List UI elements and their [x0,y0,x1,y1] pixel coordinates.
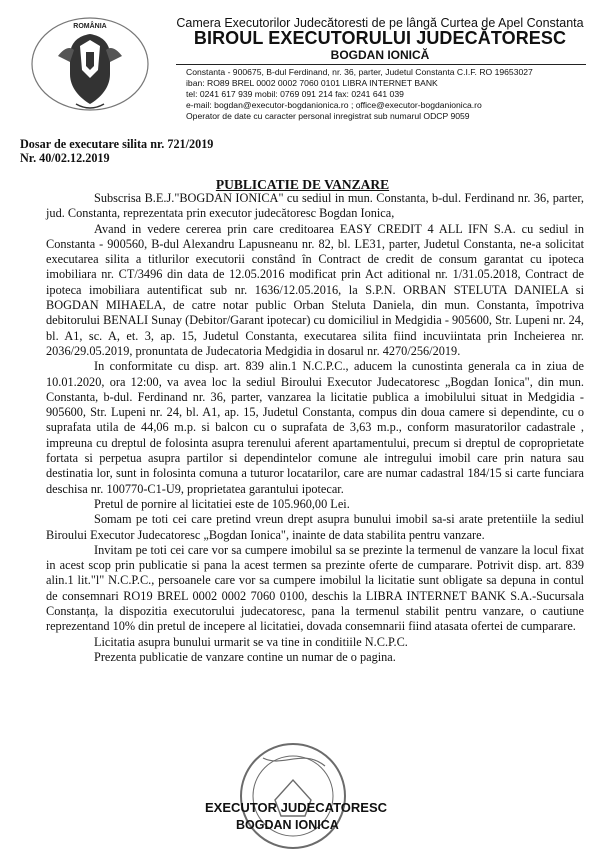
contact-iban: iban: RO89 BREL 0002 0002 7060 0101 LIBRA INTERNET BANK [186,78,438,88]
chamber-line: Camera Executorilor Judecătoresti de pe lângă Curtea de Apel Constanta [176,16,584,30]
paragraph-auction: In conformitate cu disp. art. 839 alin.1 N.C.P.C., aducem la cunostinta generala ca in ziua de 10.01.2020, ora 12:00, va avea loc la sediul Biroului Executor Judecatoresc „Bogdan Ionica", din mun. Constanta, b-dul. Ferdinand nr. 36, parter, vanzarea la licitatie publica a imobilului situat in Medgidia - 905600, Str. Lupeni nr. 24, bl. A1, ap. 15, Judetul Constanta, compus din doua camere si dependinte, cu o suprafata utila de 44,06 m.p. si balcon cu o suprafata de 3,63 m.p., conform masuratorilor cadastrale , impreuna cu dreptul de folosinta asupra terenului aferent apartamentului, precum si dreptul de coproprietate fortata si perpetua asupra partilor si dependintelor comune ale intregului imobil care prin natura sau destinatia lor, sunt in folosinta comuna a tuturor locatarilor, care are numar cadastral 184/15 si carte funciara deschisa nr. 100770-C1-U9, proprietatea garantului ipotecar. [46,359,584,496]
contact-address: Constanta - 900675, B-dul Ferdinand, nr. 36, parter, Judetul Constanta C.I.F. RO 19653027 [186,67,533,77]
office-title: BIROUL EXECUTORULUI JUDECĂTORESC [193,28,567,48]
header-divider [176,64,586,65]
document-body [46,191,584,665]
case-number: Dosar de executare silita nr. 721/2019 [20,137,214,151]
signature-title: EXECUTOR JUDECATORESC [205,800,388,815]
contact-email: e-mail: bogdan@executor-bogdanionica.ro ; office@executor-bogdanionica.ro [186,100,482,110]
paragraph-creditor: Avand in vedere cererea prin care creditoarea EASY CREDIT 4 ALL IFN S.A. cu sediul in Constanta - 900560, B-dul Alexandru Lapusneanu nr. 82, bl. LE31, parter, Judetul Constanta, ne-a solicitat executarea silita a titlurilor executorii constând în Contract de credit de consum garantat cu ipoteca imobiliara nr. CT/3496 din data de 12.05.2016 modificat prin Act aditional nr. 1/31.05.2018, Contract de ipoteca imobiliara autentificat sub nr. 1636/12.05.2016, la S.P.N. ORBAN STELUTA DANIELA si BOGDAN MIHAELA, de catre notar public Orban Steluta Daniela, din mun. Constanta, împotriva debitorului BENALI Sunay (Debitor/Garant ipotecar) cu domiciliul in Medgidia - 905600, Str. Lupeni nr. 24, bl. A1, sc. A, et. 3, ap. 15, Judetul Constanta, executarea silita fiind incuviintata prin Incheierea nr. 2036/29.05.2019, pronuntata de Judecatoria Medgidia in dosarul nr. 4270/256/2019. [46,221,584,358]
paragraph-price: Pretul de pornire al licitatiei este de 105.960,00 Lei. [94,496,350,511]
official-stamp [233,738,353,853]
document-number: Nr. 40/02.12.2019 [20,151,110,165]
paragraph-intro: Subscrisa B.E.J."BOGDAN IONICA" cu sediul in mun. Constanta, b-dul. Ferdinand nr. 36, parter, jud. Constanta, reprezentata prin executor judecătoresc Bogdan Ionica, [46,191,584,221]
signature-name: BOGDAN IONICA [236,818,339,832]
document-title: PUBLICATIE DE VANZARE [215,177,390,192]
paragraph-invitation: Invitam pe toti cei care vor sa cumpere imobilul sa se prezinte la termenul de vanzare la locul fixat in acest scop prin publicatie si pana la acest termen sa prezinte oferte de cumparare. Potrivit disp. art. 839 alin.1 lit."l" N.C.P.C., persoanele care vor sa cumpere imobilul la licitatie sunt obligate sa depuna in contul de consemnari RO19 BREL 0002 0002 7060 0100, deschis la LIBRA INTERNET BANK S.A.-Sucursala Constanța, la dispozitia executorului judecatoresc, pana la termenul stabilit pentru vanzare, o cautiune reprezentand 10% din pretul de incepere al licitatiei, dovada consemnarii fiind atasata ofertei de cumparare. [46,542,584,634]
contact-operator: Operator de date cu caracter personal inregistrat sub numarul ODCP 9059 [186,111,470,121]
executor-name: BOGDAN IONICĂ [330,48,430,62]
coat-of-arms-logo [20,12,160,117]
paragraph-conditions: Licitatia asupra bunului urmarit se va tine in conditiile N.C.P.C. [94,634,408,649]
paragraph-pages: Prezenta publicatie de vanzare contine un numar de o pagina. [94,649,396,664]
contact-phone: tel: 0241 617 939 mobil: 0769 091 214 fax: 0241 641 039 [186,89,404,99]
paragraph-summons: Somam pe toti cei care pretind vreun drept asupra bunului imobil sa-si arate pretentiile la sediul Biroului Executor Judecatoresc „Bogdan Ionica", inainte de data stabilita pentru vanzare. [46,512,584,542]
logo-text: ROMÂNIA [73,23,107,30]
